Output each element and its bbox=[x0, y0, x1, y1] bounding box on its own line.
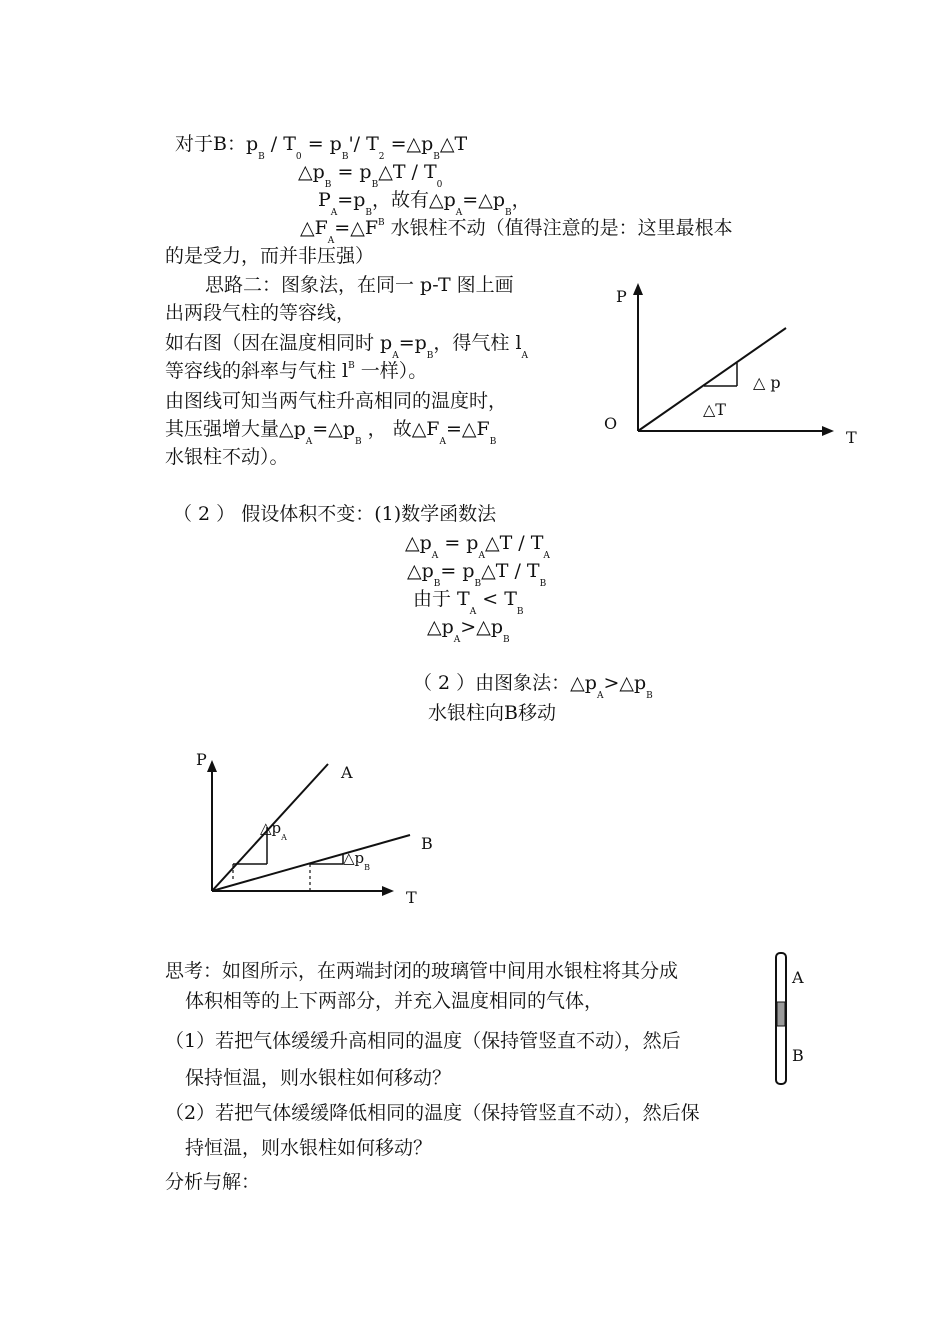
b-line-2: $\triangle p_B$ = $p_B\triangle T / T_0$ bbox=[298, 161, 443, 190]
p-axis-arrow bbox=[633, 283, 643, 295]
line-b bbox=[212, 835, 410, 891]
method2-line-1: 思路二：图象法，在同一 p-T 图上画 bbox=[205, 274, 514, 296]
part2-eq-4: $\triangle p_A>\triangle p_B$ bbox=[427, 616, 510, 645]
p-axis-label: P bbox=[196, 750, 207, 769]
b-line-4: $\triangle F_A=\triangle F^B$ 水银柱不动（值得注意的是：这里最根本 bbox=[300, 217, 733, 246]
question-line-5: （2）若把气体缓缓降低相同的温度（保持管竖直不动），然后保 bbox=[165, 1102, 700, 1124]
glass-tube-diagram bbox=[770, 950, 820, 1090]
question-line-2: 体积相等的上下两部分，并充入温度相同的气体， bbox=[185, 990, 604, 1012]
origin-label: O bbox=[604, 414, 618, 433]
part2-graphic-method: （ 2 ）由图象法：$\triangle p_A>\triangle p_B$ bbox=[413, 672, 653, 701]
p-axis-arrow bbox=[207, 760, 217, 772]
question-line-3: （1）若把气体缓缓升高相同的温度（保持管竖直不动），然后 bbox=[165, 1030, 681, 1052]
b-line-5: 的是受力，而并非压强） bbox=[165, 245, 375, 267]
mercury-column bbox=[777, 1002, 785, 1026]
part2-eq-1: $\triangle p_A$ = $p_A\triangle T / T_A$ bbox=[405, 532, 550, 561]
delta-pb-label: $\triangle p_B$ bbox=[343, 849, 371, 872]
pt-graph-two-lines bbox=[188, 745, 448, 915]
line-a-label: A bbox=[341, 763, 353, 782]
method2-line-6: 其压强增大量$\triangle p_A=\triangle p_B$ ， 故$\triangle F_A=\triangle F_B$ bbox=[165, 418, 497, 447]
part2-line-1: （ 2 ） 假设体积不变：(1)数学函数法 bbox=[173, 503, 497, 525]
tube-label-b: B bbox=[792, 1046, 804, 1065]
p-axis-label: P bbox=[616, 287, 627, 306]
delta-p-label: △ p bbox=[753, 373, 781, 392]
question-line-1: 思考：如图所示，在两端封闭的玻璃管中间用水银柱将其分成 bbox=[165, 960, 679, 982]
method2-line-7: 水银柱不动）。 bbox=[165, 446, 289, 468]
t-axis-label: T bbox=[846, 428, 857, 447]
part2-conclusion: 水银柱向B移动 bbox=[428, 702, 556, 724]
line-b-label: B bbox=[421, 834, 433, 853]
question-line-7: 分析与解： bbox=[165, 1171, 261, 1193]
t-axis-arrow bbox=[822, 426, 834, 436]
b-line-3: $P_A=p_B$，故有$\triangle p_A=\triangle p_B$， bbox=[318, 189, 531, 218]
b-line-1: 对于B：$p_B / T_0 = p_B'/$ $T_2$ $=\triangle p_B\triangle T$ bbox=[175, 133, 468, 162]
delta-pa-label: $\triangle p_A$ bbox=[260, 819, 287, 842]
tube-label-a: A bbox=[792, 968, 804, 987]
pt-graph-single bbox=[590, 275, 880, 455]
delta-t-label: △T bbox=[703, 400, 726, 419]
t-axis-arrow bbox=[382, 886, 394, 896]
t-axis-label: T bbox=[406, 888, 417, 907]
part2-eq-3: 由于 $T_A < T_B$ bbox=[413, 588, 524, 617]
method2-line-4: 等容线的斜率与气柱 $l^B$ 一样）。 bbox=[165, 360, 428, 382]
method2-line-2: 出两段气柱的等容线， bbox=[165, 302, 356, 324]
question-line-6: 持恒温，则水银柱如何移动？ bbox=[185, 1137, 433, 1159]
method2-line-5: 由图线可知当两气柱升高相同的温度时， bbox=[165, 390, 508, 412]
part2-eq-2: $\triangle p_B=$ $p_B\triangle T / T_B$ bbox=[407, 560, 547, 589]
method2-line-3: 如右图（因在温度相同时 $p_A=p_B$，得气柱 $l_A$ bbox=[165, 332, 529, 361]
question-line-4: 保持恒温，则水银柱如何移动？ bbox=[185, 1067, 452, 1089]
